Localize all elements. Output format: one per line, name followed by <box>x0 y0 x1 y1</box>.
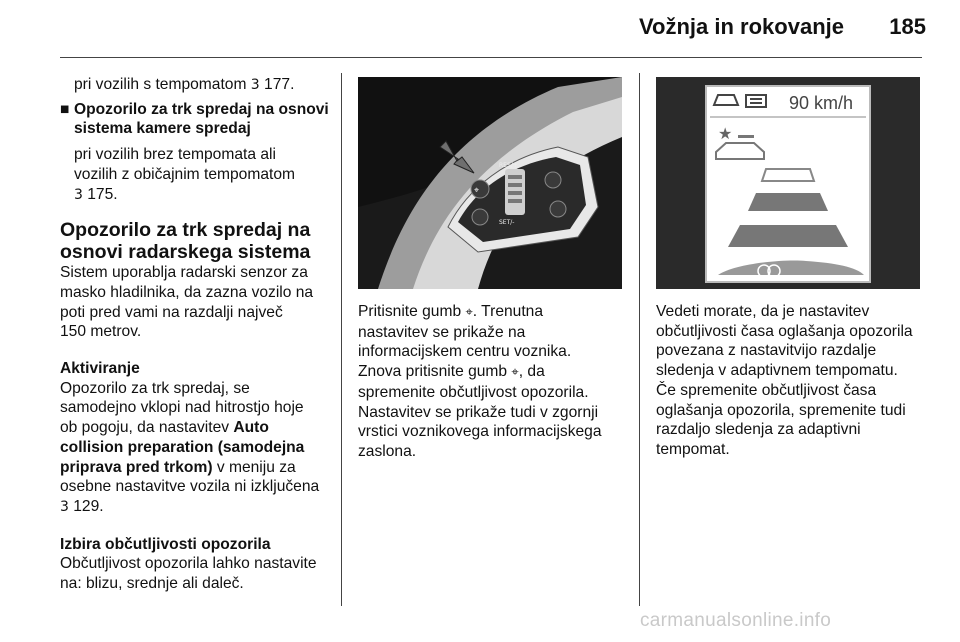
steering-wheel-illustration <box>358 77 622 289</box>
text: sledenja v adaptivnem tempomatu. <box>656 362 898 380</box>
heading-line: Opozorilo za trk spredaj na <box>60 219 311 242</box>
text: Nastavitev se prikaže tudi v zgornji <box>358 403 599 421</box>
text: Občutljivost opozorila lahko nastavite <box>60 555 317 573</box>
page-reference: 177. <box>259 76 295 93</box>
column-2 <box>358 302 630 462</box>
vehicle-ahead-icon: ★ <box>718 126 733 143</box>
text: osebne nastavitve vozila ni izključena <box>60 478 320 496</box>
paragraph <box>60 145 332 205</box>
text: pri vozilih s tempomatom <box>74 76 251 93</box>
page-header-title: Vožnja in rokovanje <box>639 14 844 39</box>
bullet-heading: Opozorilo za trk spredaj na osnovi <box>74 100 329 118</box>
text: spremenite občutljivost opozorila. <box>358 383 589 401</box>
text: Če spremenite občutljivost časa <box>656 381 877 399</box>
header-rule <box>60 57 922 58</box>
column-divider-1 <box>341 73 342 606</box>
collision-alert-button-icon: ⌖ <box>465 305 473 320</box>
bullet-item <box>60 100 332 139</box>
cruise-toggle-button <box>472 209 488 225</box>
subheading: Izbira občutljivosti opozorila <box>60 535 271 553</box>
collision-alert-button-icon: ⌖ <box>511 365 519 381</box>
following-distance-icon <box>746 95 766 107</box>
menu-setting-name: priprava pred trkom) <box>60 458 213 476</box>
display-illustration <box>656 77 920 289</box>
text: tempomat. <box>656 440 730 458</box>
cancel-button-right-bottom <box>550 201 566 217</box>
text: Vedeti morate, da je nastavitev <box>656 303 870 320</box>
text: pri vozilih brez tempomata ali <box>74 146 276 164</box>
set-minus-label: SET/- <box>499 219 515 226</box>
paragraph <box>358 302 630 462</box>
section-heading <box>60 219 332 263</box>
page-reference: 129. <box>68 497 104 515</box>
subheading: Aktiviranje <box>60 360 140 378</box>
heading-line: osnovi radarskega sistema <box>60 241 311 264</box>
paragraph <box>60 554 332 593</box>
paragraph <box>60 379 332 518</box>
cross-reference-icon: 3 <box>74 186 83 203</box>
text: občutljivosti časa oglašanja opozorila <box>656 322 913 340</box>
speed-readout: 90 km/h <box>789 93 854 113</box>
distance-bar-3 <box>728 225 848 247</box>
watermark: carmanualsonline.info <box>640 610 832 631</box>
bullet-square-icon: ■ <box>60 100 70 118</box>
text: masko hladilnika, da zazna vozilo na <box>60 283 314 301</box>
column-divider-2 <box>639 73 640 606</box>
text: razdaljo sledenja za adaptivni <box>656 421 861 439</box>
text: na: blizu, srednje ali daleč. <box>60 575 244 593</box>
page-number: 185 <box>889 14 926 39</box>
text: vozilih z običajnim tempomatom <box>74 165 295 183</box>
text: nastavitev se prikaže na <box>358 323 526 341</box>
text: oglašanja opozorila, spremenite tudi <box>656 401 906 419</box>
text: v meniju za <box>212 458 296 476</box>
text: Znova pritisnite gumb <box>358 363 512 381</box>
text: Pritisnite gumb <box>358 303 466 320</box>
paragraph <box>60 263 332 342</box>
text: povezana z nastavitvijo razdalje <box>656 342 877 360</box>
cruise-button-right-top <box>545 172 561 188</box>
menu-setting-name: Auto <box>233 419 269 437</box>
column-1 <box>60 75 332 594</box>
paragraph <box>656 302 928 460</box>
vehicle-ahead-icon: ⌖ <box>474 185 480 195</box>
text: Opozorilo za trk spredaj, se <box>60 379 250 397</box>
cross-reference-icon: 3 <box>250 77 260 93</box>
steering-wheel-figure <box>358 77 622 289</box>
page-reference: 175. <box>82 185 118 203</box>
bullet-heading: sistema kamere spredaj <box>74 120 251 138</box>
text: informacijskem centru voznika. <box>358 343 572 361</box>
cross-reference-icon: 3 <box>60 498 69 515</box>
text: samodejno vklopi nad hitrostjo hoje <box>60 399 304 417</box>
driver-display-figure <box>656 77 920 289</box>
res-plus-label: RES/+ <box>499 162 518 169</box>
text: poti pred vami na razdalji največ <box>60 303 283 321</box>
text: Sistem uporablja radarski senzor za <box>60 264 308 282</box>
text: 150 metrov. <box>60 323 142 341</box>
text: ob pogoju, da nastavitev <box>60 419 234 437</box>
distance-bar-2 <box>748 193 828 211</box>
paragraph <box>60 75 332 96</box>
text: zaslona. <box>358 442 417 460</box>
text: , da <box>518 363 545 381</box>
column-3 <box>656 302 928 460</box>
text: vrstici voznikovega informacijskega <box>358 423 602 441</box>
menu-setting-name: collision preparation (samodejna <box>60 438 305 456</box>
text: . Trenutna <box>472 303 544 320</box>
